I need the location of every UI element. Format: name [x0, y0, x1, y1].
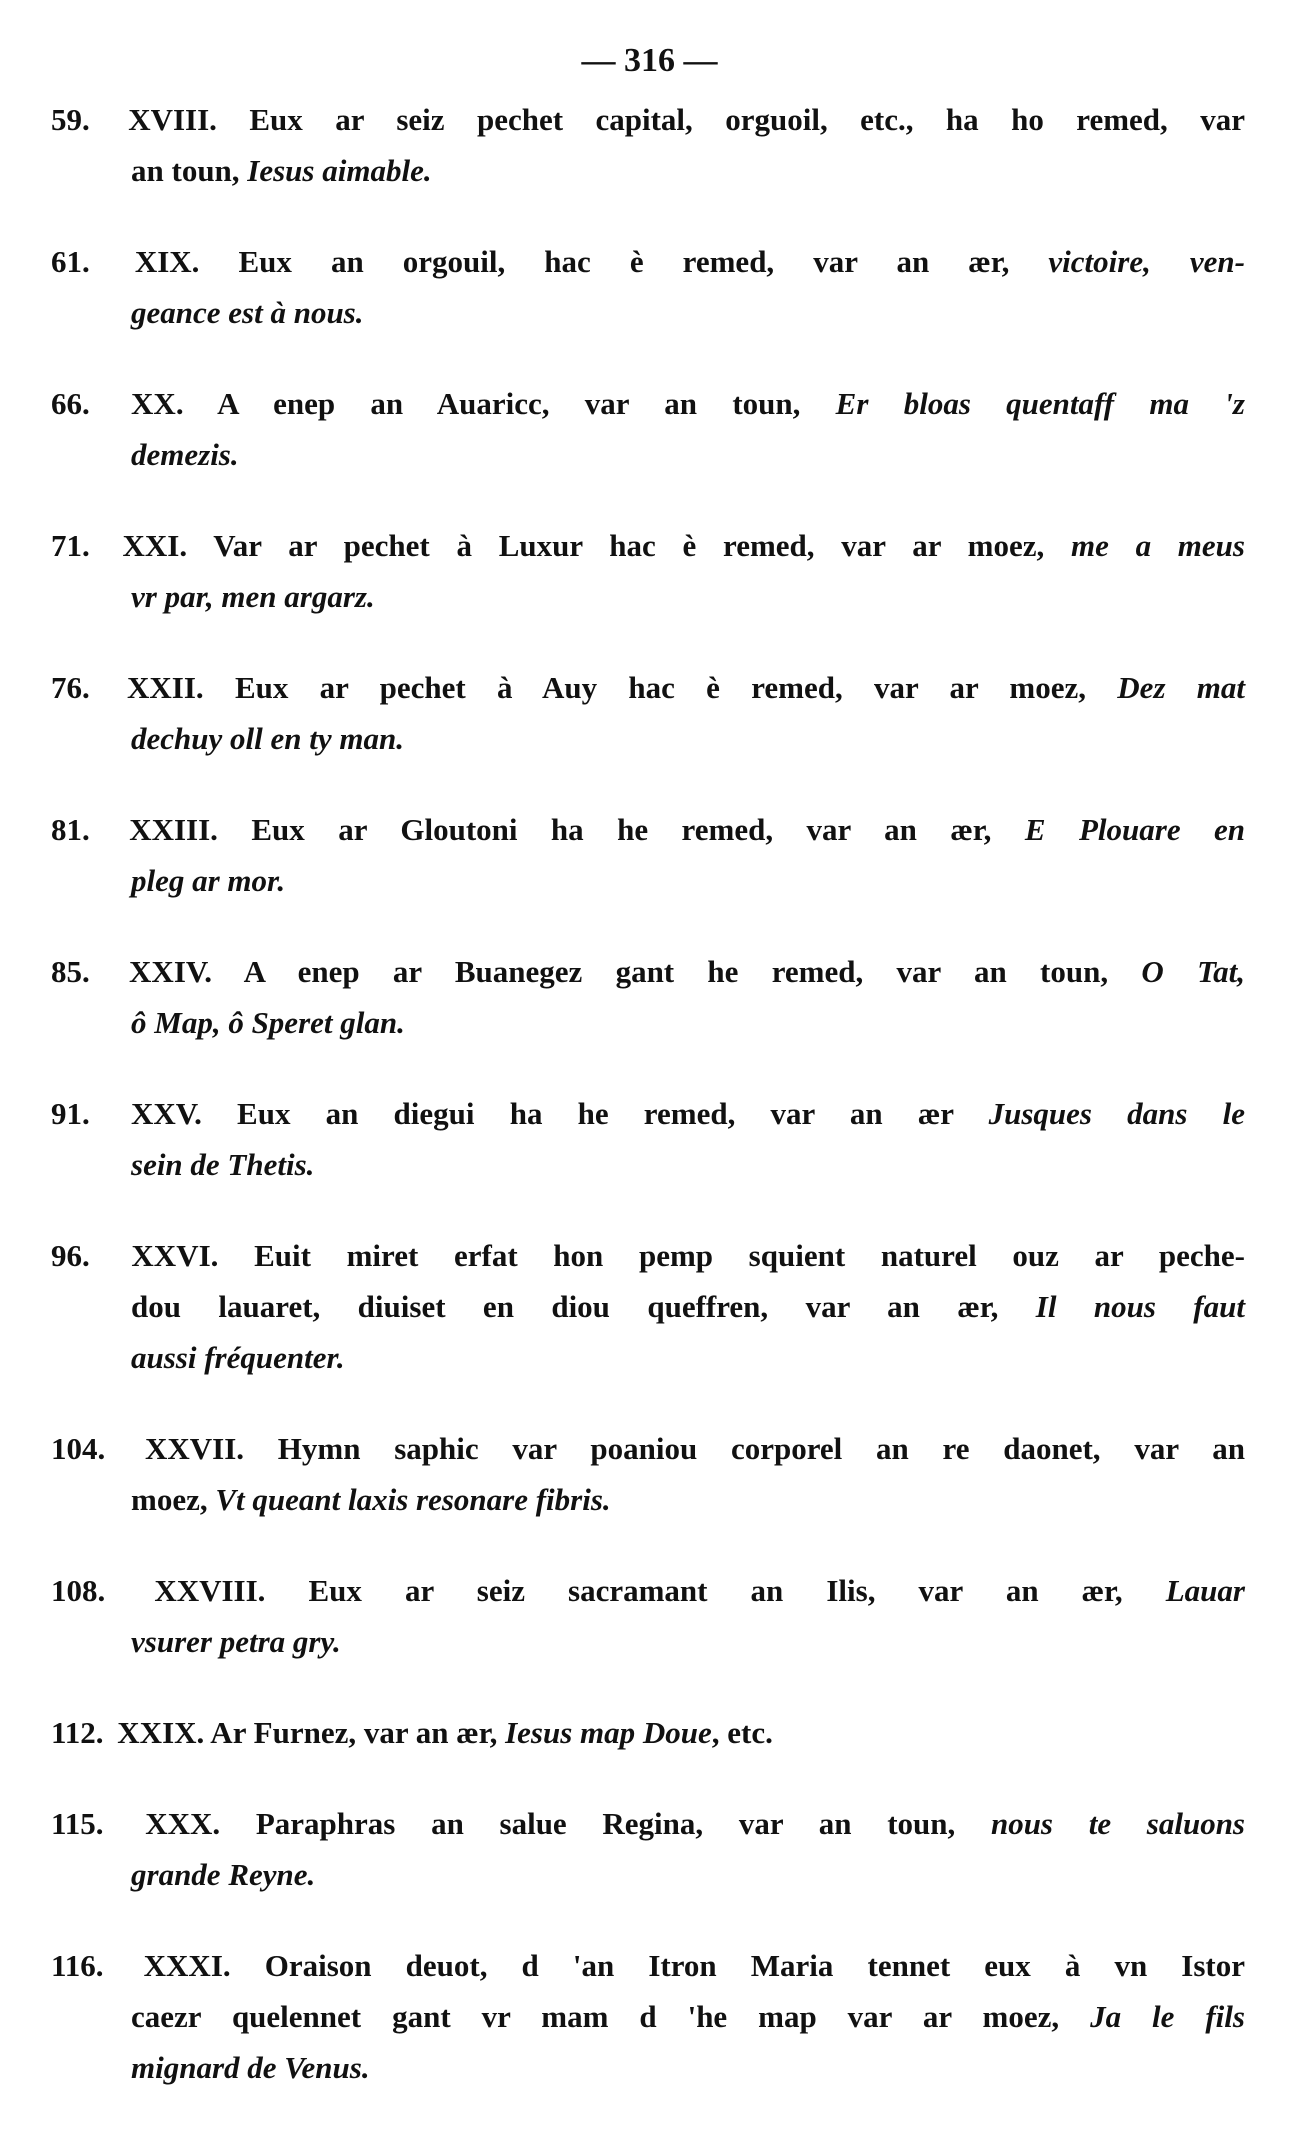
list-item — [51, 1230, 1245, 1383]
entry-number: 81. — [51, 812, 90, 847]
entry-text: XVIII. Eux ar seiz pechet capital, orguoil, etc., ha ho remed, var — [128, 102, 1245, 137]
entry-line — [131, 145, 1245, 196]
entry-line — [51, 662, 1245, 713]
italic-text: dechuy oll en ty man. — [131, 721, 404, 756]
entry-text: XXIII. Eux ar Gloutoni ha he remed, var an ær, — [129, 812, 1025, 847]
italic-text: Jusques dans le — [988, 1096, 1246, 1131]
list-item — [51, 1088, 1245, 1190]
entry-line — [51, 94, 1245, 145]
entry-line — [51, 236, 1245, 287]
entry-text: , etc. — [711, 1715, 773, 1750]
italic-text: mignard de Venus. — [131, 2050, 370, 2085]
italic-text: demezis. — [131, 437, 239, 472]
italic-text: pleg ar mor. — [131, 863, 286, 898]
entry-line — [51, 1088, 1245, 1139]
list-item — [51, 1798, 1245, 1900]
list-item — [51, 378, 1245, 480]
italic-text: me a meus — [1070, 528, 1245, 563]
entry-line — [131, 1849, 1245, 1900]
italic-text: nous te saluons — [990, 1806, 1245, 1841]
list-item — [51, 1940, 1245, 2093]
entry-line — [51, 1798, 1245, 1849]
italic-text: Ja le fils — [1090, 1999, 1245, 2034]
entry-text: XXVII. Hymn saphic var poaniou corporel an re daonet, var an — [145, 1431, 1246, 1466]
entry-number: 71. — [51, 528, 90, 563]
list-item — [51, 1707, 1245, 1758]
entry-number: 91. — [51, 1096, 90, 1131]
list-item — [51, 236, 1245, 338]
entry-text: XXIV. A enep ar Buanegez gant he remed, var an toun, — [129, 954, 1142, 989]
entry-line — [51, 1423, 1245, 1474]
entry-line — [131, 1332, 1245, 1383]
entry-line — [51, 1565, 1245, 1616]
list-item — [51, 94, 1245, 196]
entry-number: 115. — [51, 1806, 104, 1841]
list-item — [51, 946, 1245, 1048]
italic-text: geance est à nous. — [131, 295, 364, 330]
italic-text: Iesus map Doue — [505, 1715, 712, 1750]
italic-text: E Plouare en — [1024, 812, 1246, 847]
entry-text: XXVI. Euit miret erfat hon pemp squient naturel ouz ar peche- — [131, 1238, 1245, 1273]
entry-number: 116. — [51, 1948, 104, 1983]
italic-text: Er bloas quentaff ma 'z — [835, 386, 1245, 421]
italic-text: vr par, men argarz. — [131, 579, 375, 614]
entry-line — [131, 1474, 1245, 1525]
list-item — [51, 520, 1245, 622]
italic-text: sein de Thetis. — [131, 1147, 315, 1182]
entry-text: an toun, — [131, 153, 248, 188]
entry-line — [51, 520, 1245, 571]
italic-text: Iesus aimable. — [247, 153, 432, 188]
italic-text: Il nous faut — [1035, 1289, 1245, 1324]
entry-list — [51, 94, 1245, 2133]
list-item — [51, 662, 1245, 764]
entry-line — [51, 1940, 1245, 1991]
entry-text: XIX. Eux an orgouil, hac è remed, var an ær, — [134, 244, 1049, 279]
list-item — [51, 1565, 1245, 1667]
entry-line — [51, 1707, 1245, 1758]
entry-line — [131, 1281, 1245, 1332]
italic-text: aussi fréquenter. — [131, 1340, 345, 1375]
entry-text: XXIX. Ar Furnez, var an ær, — [117, 1715, 506, 1750]
entry-text: XXII. Eux ar pechet à Auy hac è remed, var ar moez, — [127, 670, 1118, 705]
entry-text: XXI. Var ar pechet à Luxur hac è remed, var ar moez, — [122, 528, 1071, 563]
entry-text: XXX. Paraphras an salue Regina, var an toun, — [145, 1806, 991, 1841]
italic-text: grande Reyne. — [131, 1857, 316, 1892]
entry-text: XXV. Eux an diegui ha he remed, var an ær — [130, 1096, 989, 1131]
entry-line — [131, 855, 1245, 906]
entry-line — [131, 713, 1245, 764]
entry-text: XX. A enep an Auaricc, var an toun, — [131, 386, 836, 421]
entry-number: 104. — [51, 1431, 106, 1466]
entry-number: 59. — [51, 102, 90, 137]
entry-line — [131, 2042, 1245, 2093]
entry-text: XXXI. Oraison deuot, d 'an Itron Maria tennet eux à vn Istor — [143, 1948, 1246, 1983]
italic-text: vsurer petra gry. — [131, 1624, 341, 1659]
entry-line — [131, 571, 1245, 622]
entry-line — [51, 804, 1245, 855]
list-item — [51, 804, 1245, 906]
entry-number: 85. — [51, 954, 90, 989]
entry-line — [131, 1616, 1245, 1667]
entry-number: 61. — [51, 244, 90, 279]
entry-line — [131, 1991, 1245, 2042]
italic-text: ô Map, ô Speret glan. — [131, 1005, 405, 1040]
italic-text: Dez mat — [1117, 670, 1246, 705]
entry-line — [131, 287, 1245, 338]
italic-text: victoire, ven- — [1048, 244, 1245, 279]
entry-line — [51, 946, 1245, 997]
entry-number: 76. — [51, 670, 90, 705]
entry-text: caezr quelennet gant vr mam d 'he map var ar moez, — [131, 1999, 1091, 2034]
entry-number: 112. — [51, 1715, 104, 1750]
entry-number: 96. — [51, 1238, 90, 1273]
entry-number: 108. — [51, 1573, 106, 1608]
entry-line — [131, 997, 1245, 1048]
italic-text: O Tat, — [1141, 954, 1246, 989]
entry-text: dou lauaret, diuiset en diou queffren, var an ær, — [131, 1289, 1036, 1324]
entry-line — [131, 429, 1245, 480]
entry-text: XXVIII. Eux ar seiz sacramant an Ilis, var an ær, — [154, 1573, 1166, 1608]
entry-line — [131, 1139, 1245, 1190]
entry-line — [51, 378, 1245, 429]
italic-text: Vt queant laxis resonare fibris. — [215, 1482, 611, 1517]
entry-text: moez, — [131, 1482, 216, 1517]
list-item — [51, 1423, 1245, 1525]
entry-line — [51, 1230, 1245, 1281]
entry-number: 66. — [51, 386, 90, 421]
italic-text: Lauar — [1165, 1573, 1245, 1608]
page-number: — 316 — — [581, 42, 718, 79]
